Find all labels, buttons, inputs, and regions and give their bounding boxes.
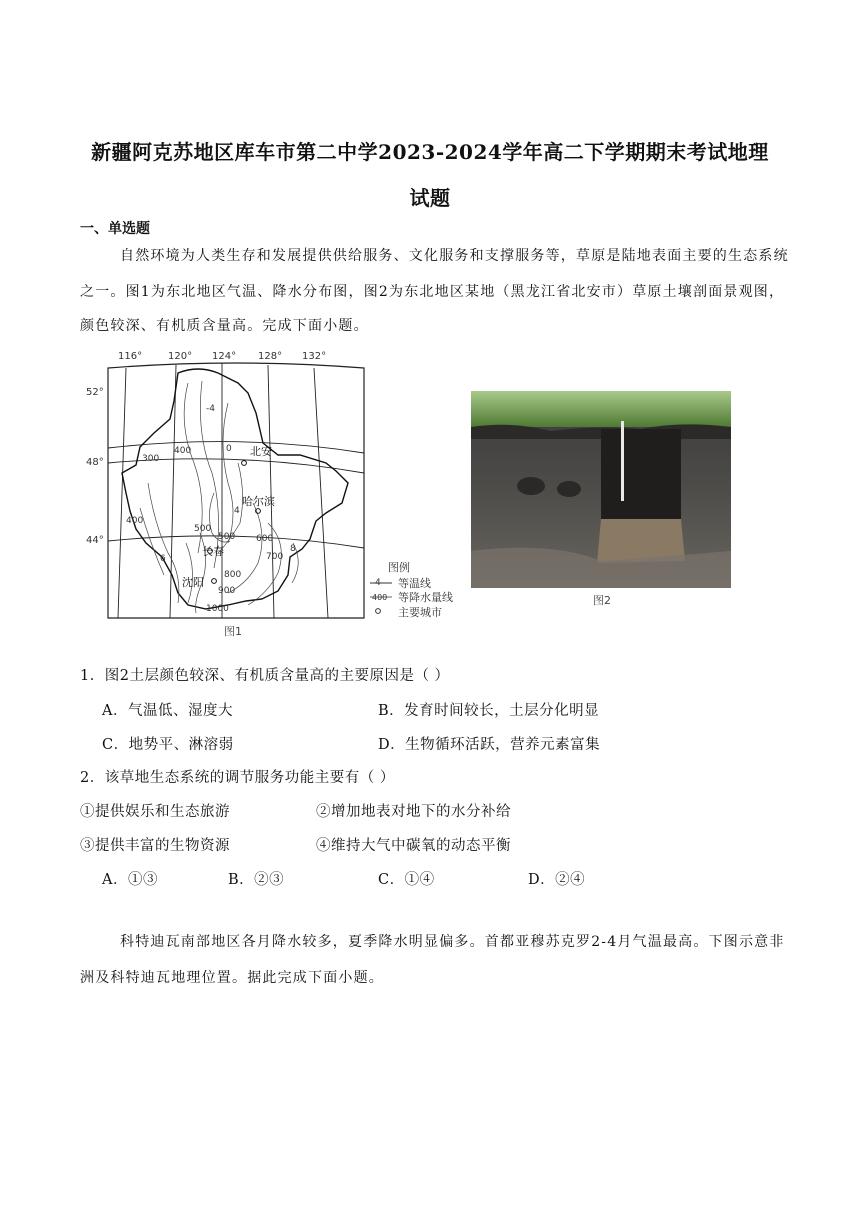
legend-isotherm: 等温线 xyxy=(398,577,431,590)
isoline-label: 500 xyxy=(194,524,212,534)
isoline-label: 900 xyxy=(218,586,236,596)
q2-option-a[interactable]: A．①③ xyxy=(102,872,158,888)
city-label: 长春 xyxy=(202,545,224,558)
isoline-label: 400 xyxy=(126,516,144,526)
isoline-label: 0 xyxy=(226,444,232,454)
isoline-label: 600 xyxy=(256,534,274,544)
legend-city: 主要城市 xyxy=(398,606,442,619)
city-label: 哈尔滨 xyxy=(242,495,275,508)
q2-option-c[interactable]: C．①④ xyxy=(378,872,435,888)
q2-option-d[interactable]: D．②④ xyxy=(528,872,586,888)
lon-label: 128° xyxy=(258,351,283,362)
legend-isohyet: 等降水量线 xyxy=(398,591,453,604)
lat-label: 52° xyxy=(86,387,104,398)
lon-label: 132° xyxy=(302,351,327,362)
intro-line-2: 之一。图1为东北地区气温、降水分布图，图2为东北地区某地（黑龙江省北安市）草原土壤剖面景观图， xyxy=(80,284,785,300)
figure-1-map xyxy=(78,343,458,643)
city-label: 沈阳 xyxy=(182,576,204,589)
isoline-label: 1000 xyxy=(206,604,229,614)
legend-title: 图例 xyxy=(388,561,410,574)
q2-item-2: ②增加地表对地下的水分补给 xyxy=(316,804,511,820)
q2-item-4: ④维持大气中碳氧的动态平衡 xyxy=(316,838,511,854)
city-label: 北安 xyxy=(250,445,272,458)
q2-item-3: ③提供丰富的生物资源 xyxy=(80,838,230,854)
q1-option-d[interactable]: D．生物循环活跃，营养元素富集 xyxy=(378,737,601,753)
isoline-label: 6 xyxy=(160,554,166,564)
figure-2-caption: 图2 xyxy=(593,594,611,607)
isoline-label: 500 xyxy=(218,532,236,542)
lon-label: 120° xyxy=(168,351,193,362)
isoline-label: 800 xyxy=(224,570,242,580)
q1-option-c[interactable]: C．地势平、淋溶弱 xyxy=(102,737,234,753)
q1-option-b[interactable]: B．发育时间较长，土层分化明显 xyxy=(378,703,600,719)
intro-line-1: 自然环境为人类生存和发展提供供给服务、文化服务和支撑服务等，草原是陆地表面主要的生态系统 xyxy=(120,248,789,264)
isoline-label: 4 xyxy=(234,506,240,516)
intro2-line-2: 洲及科特迪瓦地理位置。据此完成下面小题。 xyxy=(80,970,384,986)
isoline-label: -4 xyxy=(206,404,215,414)
doc-title-line1: 新疆阿克苏地区库车市第二中学2023-2024学年高二下学期期末考试地理 xyxy=(91,140,769,164)
figure-2-photo xyxy=(471,391,731,588)
city-symbol-icon xyxy=(376,609,381,614)
legend-isohyet-value: 400 xyxy=(372,593,388,602)
figure-1-caption: 图1 xyxy=(224,625,242,638)
q2-stem: 2．该草地生态系统的调节服务功能主要有（ ） xyxy=(80,770,395,786)
isoline-label: 8 xyxy=(290,544,296,554)
legend-isotherm-value: 4 xyxy=(375,578,381,588)
q1-option-a[interactable]: A．气温低、湿度大 xyxy=(102,703,233,719)
intro2-line-1: 科特迪瓦南部地区各月降水较多，夏季降水明显偏多。首都亚穆苏克罗2-4月气温最高。下图示意非 xyxy=(120,934,785,950)
q2-option-b[interactable]: B．②③ xyxy=(228,872,285,888)
isoline-label: 700 xyxy=(266,552,284,562)
doc-title-line2: 试题 xyxy=(409,186,451,210)
lon-label: 116° xyxy=(118,351,143,362)
isoline-label: 400 xyxy=(174,446,192,456)
intro-line-3: 颜色较深、有机质含量高。完成下面小题。 xyxy=(80,318,369,334)
lat-label: 48° xyxy=(86,457,104,468)
q1-stem: 1．图2土层颜色较深、有机质含量高的主要原因是（ ） xyxy=(80,668,450,684)
q2-item-1: ①提供娱乐和生态旅游 xyxy=(80,804,230,820)
lat-label: 44° xyxy=(86,535,104,546)
isoline-label: 300 xyxy=(142,454,160,464)
lon-label: 124° xyxy=(212,351,237,362)
section-heading: 一、单选题 xyxy=(80,221,150,237)
